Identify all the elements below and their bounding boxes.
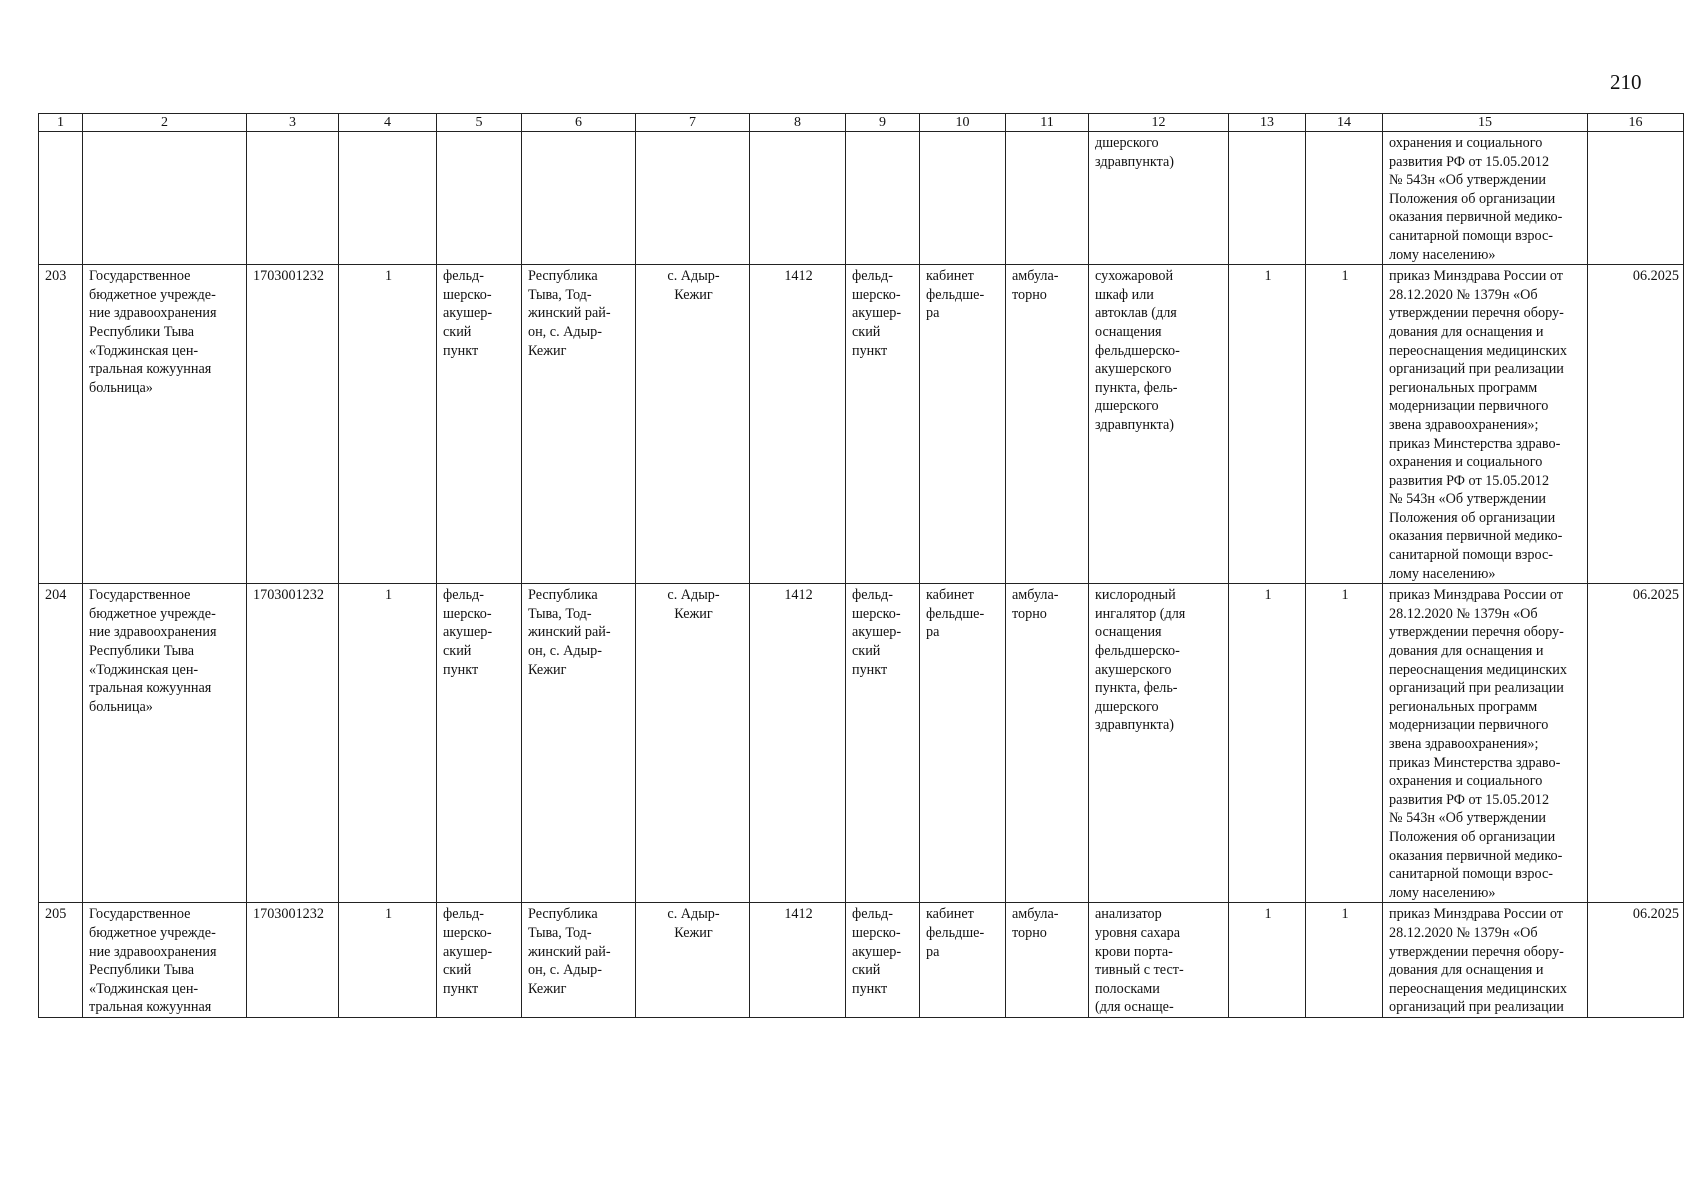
column-header: 11 [1006,114,1089,132]
unit-type-cell: фельд- шерско- акушер- ский пункт [846,265,920,584]
care-form-cell: амбула- торно [1006,265,1089,584]
equipment-table [38,113,1684,1018]
table-row [39,584,1684,903]
quantity-cell: 1 [1306,903,1383,1018]
column-header: 8 [750,114,846,132]
quantity-cell: 1 [1229,584,1306,903]
quantity-cell: 1 [1306,584,1383,903]
count-cell: 1 [339,265,437,584]
basis-cell: охранения и социального развития РФ от 15.05.2012 № 543н «Об утверждении Положения об организации оказания первичной медико- санитарной помощи взрос- лому населению» [1383,132,1588,265]
column-header: 5 [437,114,522,132]
table-cell [83,132,247,265]
table-cell [1006,132,1089,265]
population-cell: 1412 [750,265,846,584]
inn-cell: 1703001232 [247,584,339,903]
table-row [39,265,1684,584]
table-cell [247,132,339,265]
settlement-cell: с. Адыр- Кежиг [636,584,750,903]
date-cell: 06.2025 [1588,265,1684,584]
equipment-cell: анализатор уровня сахара крови порта- тивный с тест- полосками (для оснаще- [1089,903,1229,1018]
column-header: 15 [1383,114,1588,132]
column-header: 13 [1229,114,1306,132]
equipment-cell: кислородный ингалятор (для оснащения фельдшерско- акушерского пункта, фель- дшерского здравпункта) [1089,584,1229,903]
row-number: 205 [39,903,83,1018]
column-header: 4 [339,114,437,132]
care-form-cell: амбула- торно [1006,903,1089,1018]
page-number: 210 [1610,70,1642,94]
column-header: 3 [247,114,339,132]
basis-cell: приказ Минздрава России от 28.12.2020 № 1379н «Об утверждении перечня обору- дования для оснащения и переоснащения медицинских организаций при реализации региональных программ модернизации первичного звена здравоохранения»; приказ Минстерства здраво- охранения и социального развития РФ от 15.05.2012 № 543н «Об утверждении Положения об организации оказания первичной медико- санитарной помощи взрос- лому населению» [1383,265,1588,584]
table-cell [636,132,750,265]
basis-cell: приказ Минздрава России от 28.12.2020 № 1379н «Об утверждении перечня обору- дования для оснащения и переоснащения медицинских организаций при реализации [1383,903,1588,1018]
address-cell: Республика Тыва, Тод- жинский рай- он, с. Адыр- Кежиг [522,903,636,1018]
count-cell: 1 [339,584,437,903]
population-cell: 1412 [750,903,846,1018]
table-cell [339,132,437,265]
date-cell: 06.2025 [1588,903,1684,1018]
inn-cell: 1703001232 [247,903,339,1018]
header-row [39,114,1684,132]
equipment-cell: дшерского здравпункта) [1089,132,1229,265]
table-cell [39,132,83,265]
column-header: 2 [83,114,247,132]
table-cell [1306,132,1383,265]
row-number: 204 [39,584,83,903]
table-cell [920,132,1006,265]
unit-type-cell: фельд- шерско- акушер- ский пункт [846,903,920,1018]
organization-cell: Государственное бюджетное учрежде- ние здравоохранения Республики Тыва «Тоджинская цен- тральная кожуунная больница» [83,265,247,584]
column-header: 10 [920,114,1006,132]
quantity-cell: 1 [1229,265,1306,584]
organization-cell: Государственное бюджетное учрежде- ние здравоохранения Республики Тыва «Тоджинская цен- тральная кожуунная [83,903,247,1018]
table-cell [846,132,920,265]
address-cell: Республика Тыва, Тод- жинский рай- он, с. Адыр- Кежиг [522,265,636,584]
quantity-cell: 1 [1306,265,1383,584]
column-header: 9 [846,114,920,132]
address-cell: Республика Тыва, Тод- жинский рай- он, с. Адыр- Кежиг [522,584,636,903]
table-cell [1588,132,1684,265]
room-cell: кабинет фельдше- ра [920,584,1006,903]
table-cell [437,132,522,265]
quantity-cell: 1 [1229,903,1306,1018]
date-cell: 06.2025 [1588,584,1684,903]
column-header: 14 [1306,114,1383,132]
room-cell: кабинет фельдше- ра [920,265,1006,584]
continuation-row [39,132,1684,265]
table-cell [1229,132,1306,265]
facility-type-cell: фельд- шерско- акушер- ский пункт [437,265,522,584]
row-number: 203 [39,265,83,584]
organization-cell: Государственное бюджетное учрежде- ние здравоохранения Республики Тыва «Тоджинская цен- тральная кожуунная больница» [83,584,247,903]
column-header: 7 [636,114,750,132]
count-cell: 1 [339,903,437,1018]
care-form-cell: амбула- торно [1006,584,1089,903]
column-header: 6 [522,114,636,132]
inn-cell: 1703001232 [247,265,339,584]
column-header: 16 [1588,114,1684,132]
unit-type-cell: фельд- шерско- акушер- ский пункт [846,584,920,903]
settlement-cell: с. Адыр- Кежиг [636,903,750,1018]
table-cell [522,132,636,265]
table-row [39,903,1684,1018]
room-cell: кабинет фельдше- ра [920,903,1006,1018]
population-cell: 1412 [750,584,846,903]
table-cell [750,132,846,265]
column-header: 12 [1089,114,1229,132]
equipment-cell: сухожаровой шкаф или автоклав (для оснащения фельдшерско- акушерского пункта, фель- дшерского здравпункта) [1089,265,1229,584]
facility-type-cell: фельд- шерско- акушер- ский пункт [437,903,522,1018]
column-header: 1 [39,114,83,132]
settlement-cell: с. Адыр- Кежиг [636,265,750,584]
basis-cell: приказ Минздрава России от 28.12.2020 № 1379н «Об утверждении перечня обору- дования для оснащения и переоснащения медицинских организаций при реализации региональных программ модернизации первичного звена здравоохранения»; приказ Минстерства здраво- охранения и социального развития РФ от 15.05.2012 № 543н «Об утверждении Положения об организации оказания первичной медико- санитарной помощи взрос- лому населению» [1383,584,1588,903]
facility-type-cell: фельд- шерско- акушер- ский пункт [437,584,522,903]
